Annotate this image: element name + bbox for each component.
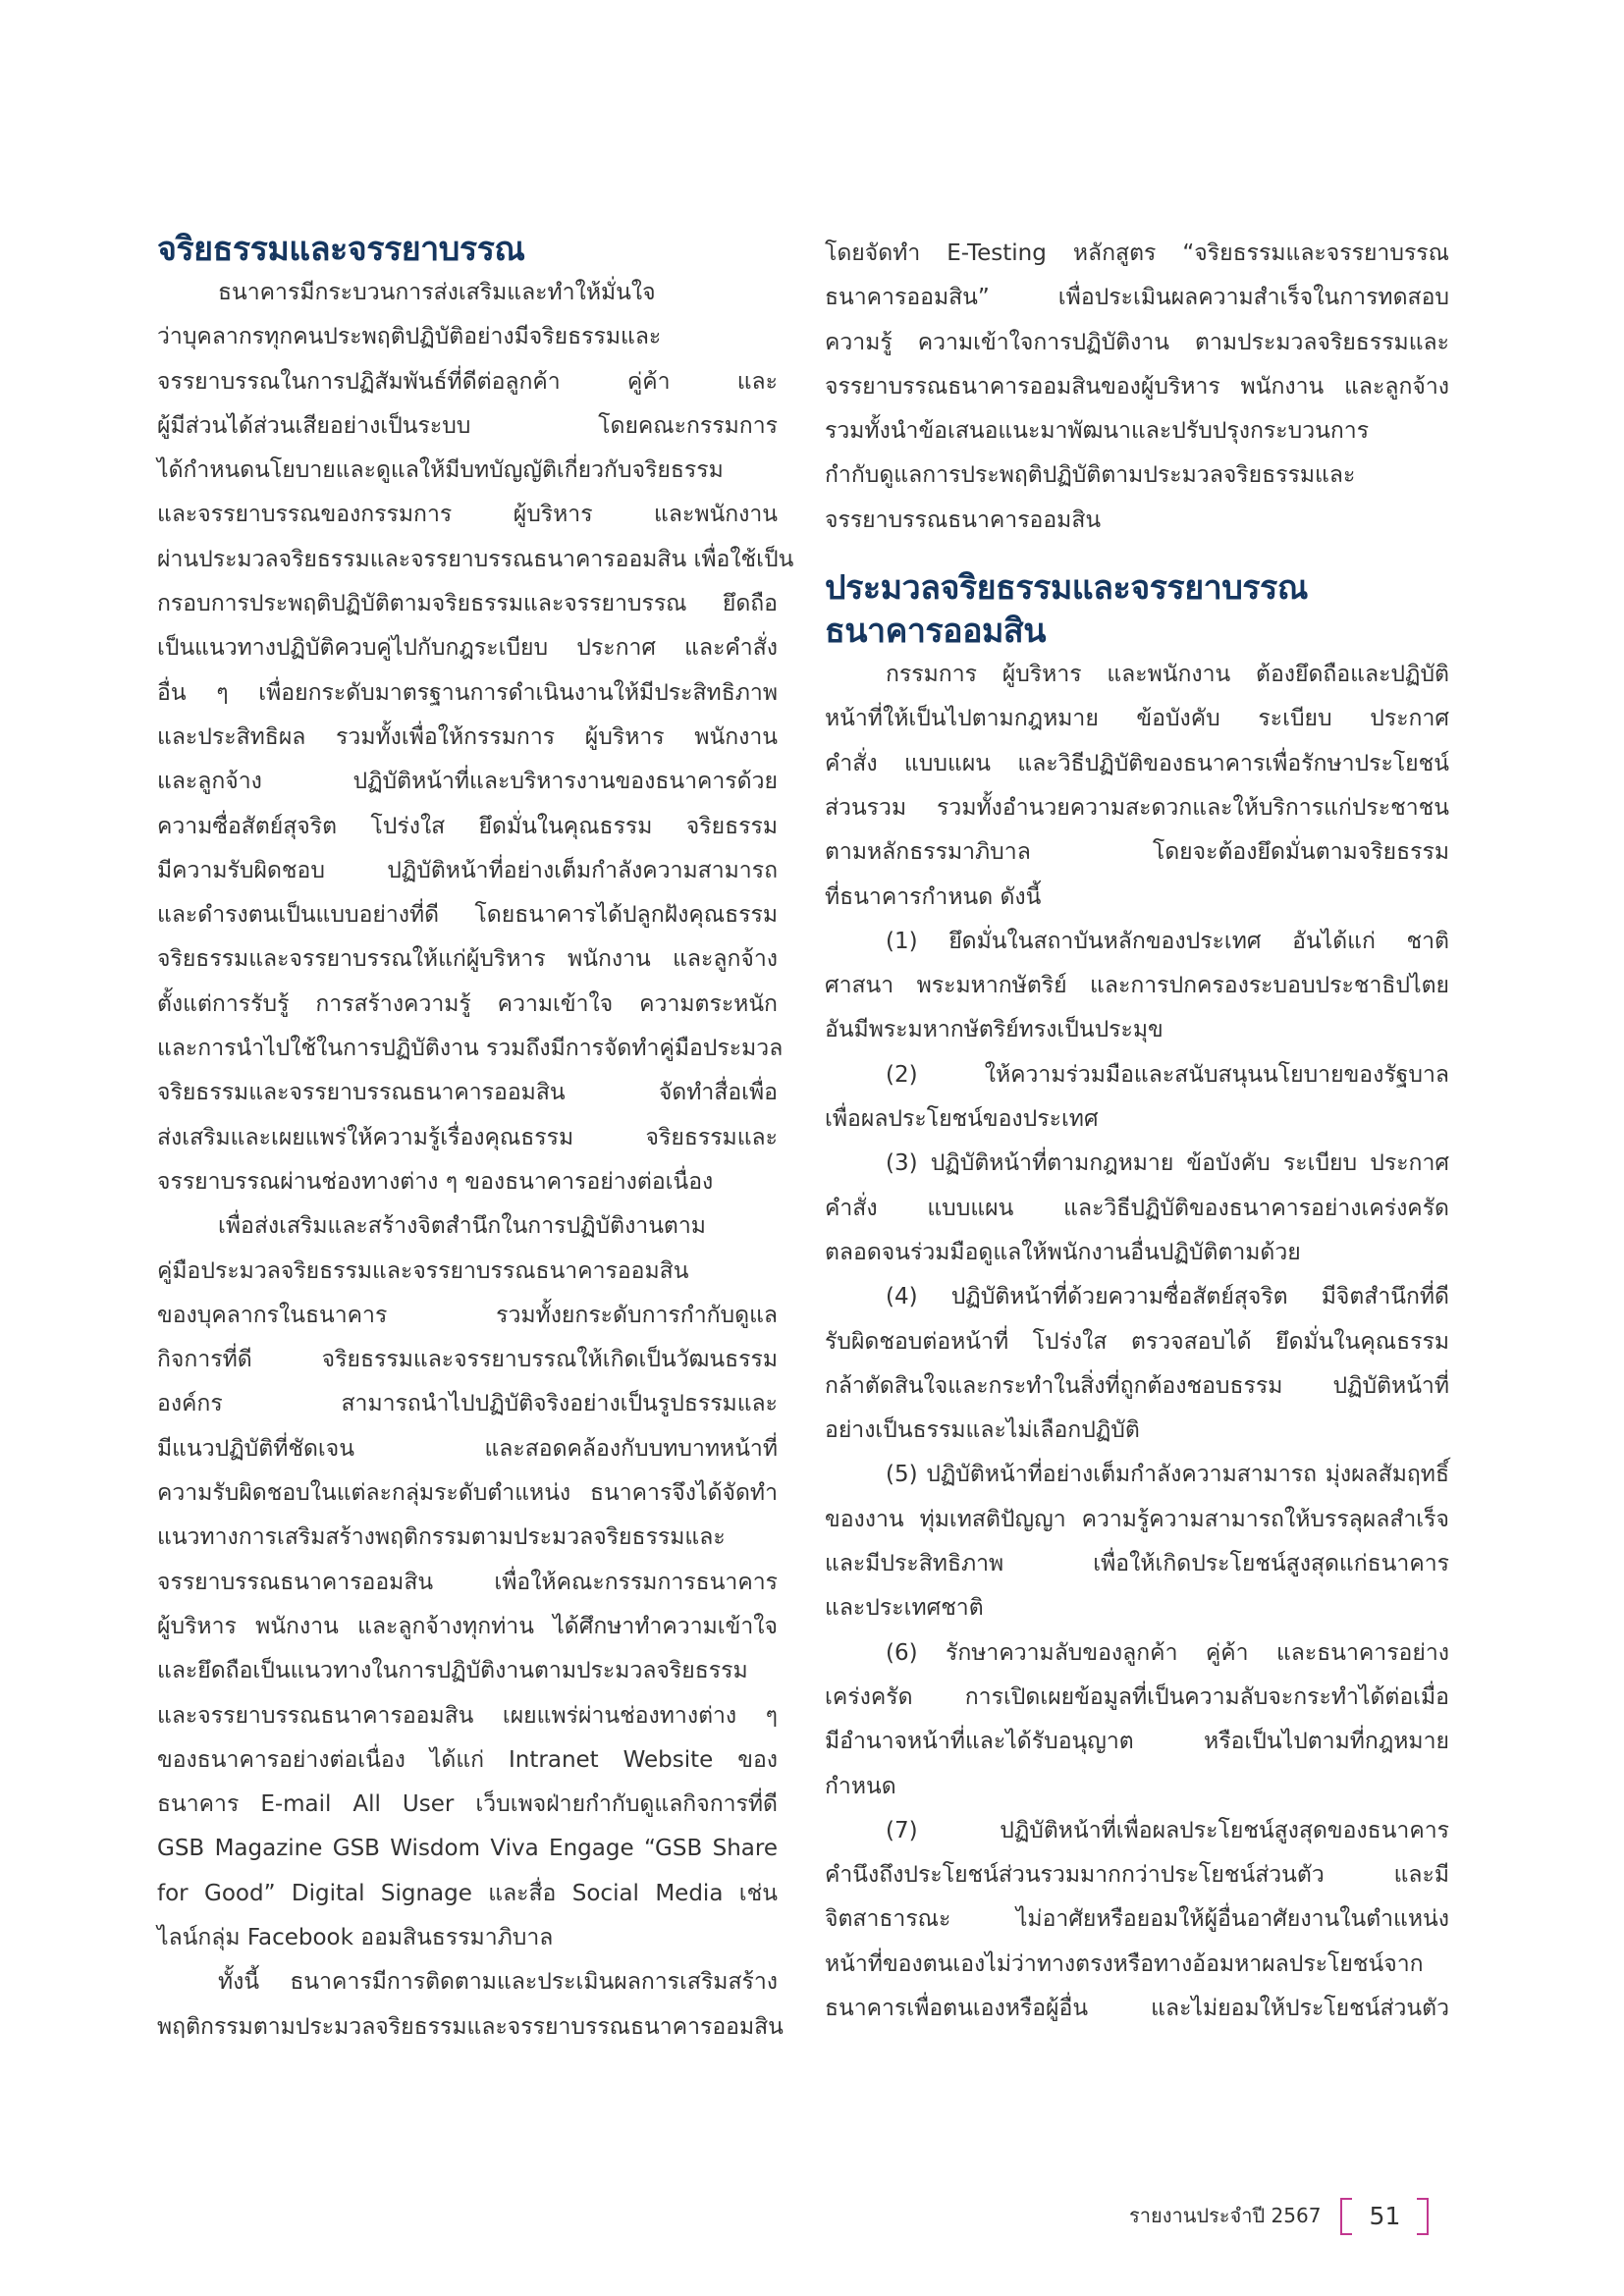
text-line: ความรับผิดชอบในแต่ละกลุ่มระดับตำแหน่ง ธนาคารจึงได้จัดทำ	[157, 1480, 778, 1507]
paragraph	[157, 1204, 778, 1960]
text-line: ผ่านประมวลจริยธรรมและจรรยาบรรณธนาคารออมสิน เพื่อใช้เป็น	[157, 546, 794, 572]
text-line: ของธนาคารอย่างต่อเนื่อง ได้แก่ Intranet Website ของ	[157, 1746, 778, 1773]
text-line: (2) ให้ความร่วมมือและสนับสนุนนโยบายของรัฐบาล	[886, 1061, 1449, 1088]
text-line: ว่าบุคลากรทุกคนประพฤติปฏิบัติอย่างมีจริยธรรมและ	[157, 324, 662, 350]
paragraph	[825, 1631, 1449, 1809]
paragraph	[825, 653, 1449, 920]
paragraph	[825, 1275, 1449, 1453]
text-line: (6) รักษาความลับของลูกค้า คู่ค้า และธนาคารอย่าง	[886, 1639, 1449, 1666]
text-line: ของบุคลากรในธนาคาร รวมทั้งยกระดับการกำกับดูแล	[157, 1302, 778, 1328]
text-line: องค์กร สามารถนำไปปฏิบัติจริงอย่างเป็นรูปธรรมและ	[157, 1391, 778, 1417]
section-heading-code-of-conduct	[825, 566, 1449, 653]
text-line: มีความรับผิดชอบ ปฏิบัติหน้าที่อย่างเต็มกำลังความสามารถ	[157, 857, 778, 883]
text-line: ความรู้ ความเข้าใจการปฏิบัติงาน ตามประมวลจริยธรรมและ	[825, 329, 1449, 355]
text-line: จรรยาบรรณธนาคารออมสิน เพื่อให้คณะกรรมการธนาคาร	[157, 1569, 778, 1595]
text-line: ส่งเสริมและเผยแพร่ให้ความรู้เรื่องคุณธรรม จริยธรรมและ	[157, 1124, 778, 1150]
report-title: รายงานประจำปี 2567	[1129, 2204, 1322, 2227]
text-line: โดยจัดทำ E-Testing หลักสูตร “จริยธรรมและจรรยาบรรณ	[825, 240, 1449, 266]
text-line: ตั้งแต่การรับรู้ การสร้างความรู้ ความเข้าใจ ความตระหนัก	[157, 990, 778, 1017]
paragraph	[825, 232, 1449, 543]
text-line: หน้าที่ให้เป็นไปตามกฎหมาย ข้อบังคับ ระเบียบ ประกาศ	[825, 706, 1449, 732]
text-line: จิตสาธารณะ ไม่อาศัยหรือยอมให้ผู้อื่นอาศัยงานในตำแหน่ง	[825, 1906, 1449, 1933]
text-line: (4) ปฏิบัติหน้าที่ด้วยความซื่อสัตย์สุจริต มีจิตสำนึกที่ดี	[886, 1284, 1449, 1310]
text-line: ของงาน ทุ่มเทสติปัญญา ความรู้ความสามารถให้บรรลุผลสำเร็จ	[825, 1506, 1449, 1532]
text-line: แนวทางการเสริมสร้างพฤติกรรมตามประมวลจริยธรรมและ	[157, 1524, 726, 1551]
section-heading-ethics: จริยธรรมและจรรยาบรรณ	[157, 230, 525, 269]
text-line: ธนาคาร E-mail All User เว็บเพจฝ่ายกำกับดูแลกิจการที่ดี	[157, 1791, 778, 1818]
bracket-left-icon	[1340, 2198, 1352, 2235]
paragraph	[825, 1453, 1449, 1630]
text-line: จรรยาบรรณธนาคารออมสินของผู้บริหาร พนักงาน และลูกจ้าง	[825, 373, 1449, 400]
text-line: อื่น ๆ เพื่อยกระดับมาตรฐานการดำเนินงานให้มีประสิทธิภาพ	[157, 679, 778, 706]
heading-line-1: ประมวลจริยธรรมและจรรยาบรรณ	[825, 568, 1308, 609]
text-line: และจรรยาบรรณธนาคารออมสิน เผยแพร่ผ่านช่องทางต่าง ๆ	[157, 1702, 778, 1729]
text-line: กรอบการประพฤติปฏิบัติตามจริยธรรมและจรรยาบรรณ ยึดถือ	[157, 591, 778, 617]
text-line: คำสั่ง แบบแผน และวิธีปฏิบัติของธนาคารเพื่อรักษาประโยชน์	[825, 750, 1449, 776]
text-line: คู่มือประมวลจริยธรรมและจรรยาบรรณธนาคารออมสิน	[157, 1257, 689, 1284]
continuation-paragraph	[825, 232, 1449, 543]
text-line: และลูกจ้าง ปฏิบัติหน้าที่และบริหารงานของธนาคารด้วย	[157, 769, 778, 795]
paragraph	[825, 1053, 1449, 1143]
text-line: เพื่อส่งเสริมและสร้างจิตสำนึกในการปฏิบัติงานตาม	[218, 1213, 706, 1240]
text-line: for Good” Digital Signage และสื่อ Social Media เช่น	[157, 1880, 778, 1906]
page-number: 51	[1369, 2201, 1401, 2230]
right-column	[825, 232, 1449, 2031]
heading-line-2: ธนาคารออมสิน	[825, 612, 1046, 652]
text-line: เพื่อผลประโยชน์ของประเทศ	[825, 1106, 1099, 1133]
text-line: กำหนด	[825, 1773, 896, 1799]
text-line: ธนาคารเพื่อตนเองหรือผู้อื่น และไม่ยอมให้ประโยชน์ส่วนตัว	[825, 1995, 1449, 2021]
text-line: กำกับดูแลการประพฤติปฏิบัติตามประมวลจริยธรรมและ	[825, 462, 1356, 489]
paragraph	[157, 1960, 784, 2050]
text-line: (1) ยึดมั่นในสถาบันหลักของประเทศ อันได้แก่ ชาติ	[886, 928, 1449, 954]
bracket-right-icon	[1417, 2198, 1429, 2235]
text-line: จรรยาบรรณผ่านช่องทางต่าง ๆ ของธนาคารอย่างต่อเนื่อง	[157, 1168, 714, 1195]
text-line: เป็นแนวทางปฏิบัติควบคู่ไปกับกฎระเบียบ ประกาศ และคำสั่ง	[157, 635, 778, 662]
paragraph	[157, 271, 794, 1204]
page-footer	[1129, 2191, 1429, 2240]
text-line: อย่างเป็นธรรมและไม่เลือกปฏิบัติ	[825, 1417, 1140, 1444]
text-line: ส่วนรวม รวมทั้งอำนวยความสะดวกและให้บริการแก่ประชาชน	[825, 794, 1449, 821]
text-line: เคร่งครัด การเปิดเผยข้อมูลที่เป็นความลับจะกระทำได้ต่อเมื่อ	[825, 1683, 1449, 1710]
text-line: และประเทศชาติ	[825, 1595, 984, 1622]
text-line: และมีประสิทธิภาพ เพื่อให้เกิดประโยชน์สูงสุดแก่ธนาคาร	[825, 1551, 1449, 1577]
text-line: ความซื่อสัตย์สุจริต โปร่งใส ยึดมั่นในคุณธรรม จริยธรรม	[157, 813, 778, 839]
text-line: ธนาคารออมสิน” เพื่อประเมินผลความสำเร็จในการทดสอบ	[825, 285, 1449, 311]
text-line: อันมีพระมหากษัตริย์ทรงเป็นประมุข	[825, 1017, 1164, 1043]
text-line: (5) ปฏิบัติหน้าที่อย่างเต็มกำลังความสามารถ มุ่งผลสัมฤทธิ์	[886, 1462, 1449, 1488]
text-line: ได้กำหนดนโยบายและดูแลให้มีบทบัญญัติเกี่ยวกับจริยธรรม	[157, 457, 724, 484]
text-line: รวมทั้งนำข้อเสนอแนะมาพัฒนาและปรับปรุงกระบวนการ	[825, 418, 1370, 445]
text-line: กรรมการ ผู้บริหาร และพนักงาน ต้องยึดถือและปฏิบัติ	[886, 662, 1449, 688]
text-line: จริยธรรมและจรรยาบรรณให้แก่ผู้บริหาร พนักงาน และลูกจ้าง	[157, 946, 778, 973]
text-line: (7) ปฏิบัติหน้าที่เพื่อผลประโยชน์สูงสุดของธนาคาร	[886, 1817, 1449, 1843]
text-line: และประสิทธิผล รวมทั้งเพื่อให้กรรมการ ผู้บริหาร พนักงาน	[157, 723, 778, 750]
text-line: ทั้งนี้ ธนาคารมีการติดตามและประเมินผลการเสริมสร้าง	[218, 1969, 778, 1996]
text-line: รับผิดชอบต่อหน้าที่ โปร่งใส ตรวจสอบได้ ยึดมั่นในคุณธรรม	[825, 1328, 1449, 1355]
text-line: และจรรยาบรรณของกรรมการ ผู้บริหาร และพนักงาน	[157, 502, 778, 528]
text-line: จรรยาบรรณธนาคารออมสิน	[825, 507, 1102, 533]
text-line: และยึดถือเป็นแนวทางในการปฏิบัติงานตามประมวลจริยธรรม	[157, 1658, 748, 1684]
right-paragraphs	[825, 653, 1449, 2031]
text-line: (3) ปฏิบัติหน้าที่ตามกฎหมาย ข้อบังคับ ระเบียบ ประกาศ	[886, 1150, 1449, 1177]
text-line: ที่ธนาคารกำหนด ดังนี้	[825, 883, 1042, 910]
text-line: ตามหลักธรรมาภิบาล โดยจะต้องยึดมั่นตามจริยธรรม	[825, 839, 1449, 866]
text-line: คำนึงถึงประโยชน์ส่วนรวมมากกว่าประโยชน์ส่วนตัว และมี	[825, 1862, 1449, 1889]
text-line: กิจการที่ดี จริยธรรมและจรรยาบรรณให้เกิดเป็นวัฒนธรรม	[157, 1347, 778, 1373]
text-line: ไลน์กลุ่ม Facebook ออมสินธรรมาภิบาล	[157, 1924, 554, 1950]
text-line: GSB Magazine GSB Wisdom Viva Engage “GSB Share	[157, 1836, 778, 1862]
paragraph	[825, 920, 1449, 1053]
left-paragraphs	[157, 271, 794, 2050]
text-line: และดำรงตนเป็นแบบอย่างที่ดี โดยธนาคารได้ปลูกฝังคุณธรรม	[157, 902, 778, 929]
text-line: หน้าที่ของตนเองไม่ว่าทางตรงหรือทางอ้อมหาผลประโยชน์จาก	[825, 1950, 1424, 1977]
text-line: ศาสนา พระมหากษัตริย์ และการปกครองระบอบประชาธิปไตย	[825, 973, 1449, 999]
text-line: จริยธรรมและจรรยาบรรณธนาคารออมสิน จัดทำสื่อเพื่อ	[157, 1080, 778, 1106]
left-column	[157, 228, 794, 2050]
text-line: ธนาคารมีกระบวนการส่งเสริมและทำให้มั่นใจ	[218, 280, 656, 305]
text-line: ผู้มีส่วนได้ส่วนเสียอย่างเป็นระบบ โดยคณะกรรมการ	[157, 412, 778, 439]
paragraph	[825, 1142, 1449, 1275]
text-line: และการนำไปใช้ในการปฏิบัติงาน รวมถึงมีการจัดทำคู่มือประมวล	[157, 1036, 784, 1062]
text-line: กล้าตัดสินใจและกระทำในสิ่งที่ถูกต้องชอบธรรม ปฏิบัติหน้าที่	[825, 1372, 1449, 1399]
text-line: พฤติกรรมตามประมวลจริยธรรมและจรรยาบรรณธนาคารออมสิน	[157, 2013, 784, 2040]
text-line: มีอำนาจหน้าที่และได้รับอนุญาต หรือเป็นไปตามที่กฎหมาย	[825, 1729, 1449, 1755]
text-line: จรรยาบรรณในการปฏิสัมพันธ์ที่ดีต่อลูกค้า คู่ค้า และ	[157, 368, 778, 395]
text-line: คำสั่ง แบบแผน และวิธีปฏิบัติของธนาคารอย่างเคร่งครัด	[825, 1195, 1449, 1221]
page-number-box	[1340, 2198, 1429, 2233]
text-line: มีแนวปฏิบัติที่ชัดเจน และสอดคล้องกับบทบาทหน้าที่	[157, 1435, 778, 1462]
text-line: ผู้บริหาร พนักงาน และลูกจ้างทุกท่าน ได้ศึกษาทำความเข้าใจ	[157, 1613, 778, 1639]
text-line: ตลอดจนร่วมมือดูแลให้พนักงานอื่นปฏิบัติตามด้วย	[825, 1239, 1301, 1265]
paragraph	[825, 1809, 1449, 2031]
